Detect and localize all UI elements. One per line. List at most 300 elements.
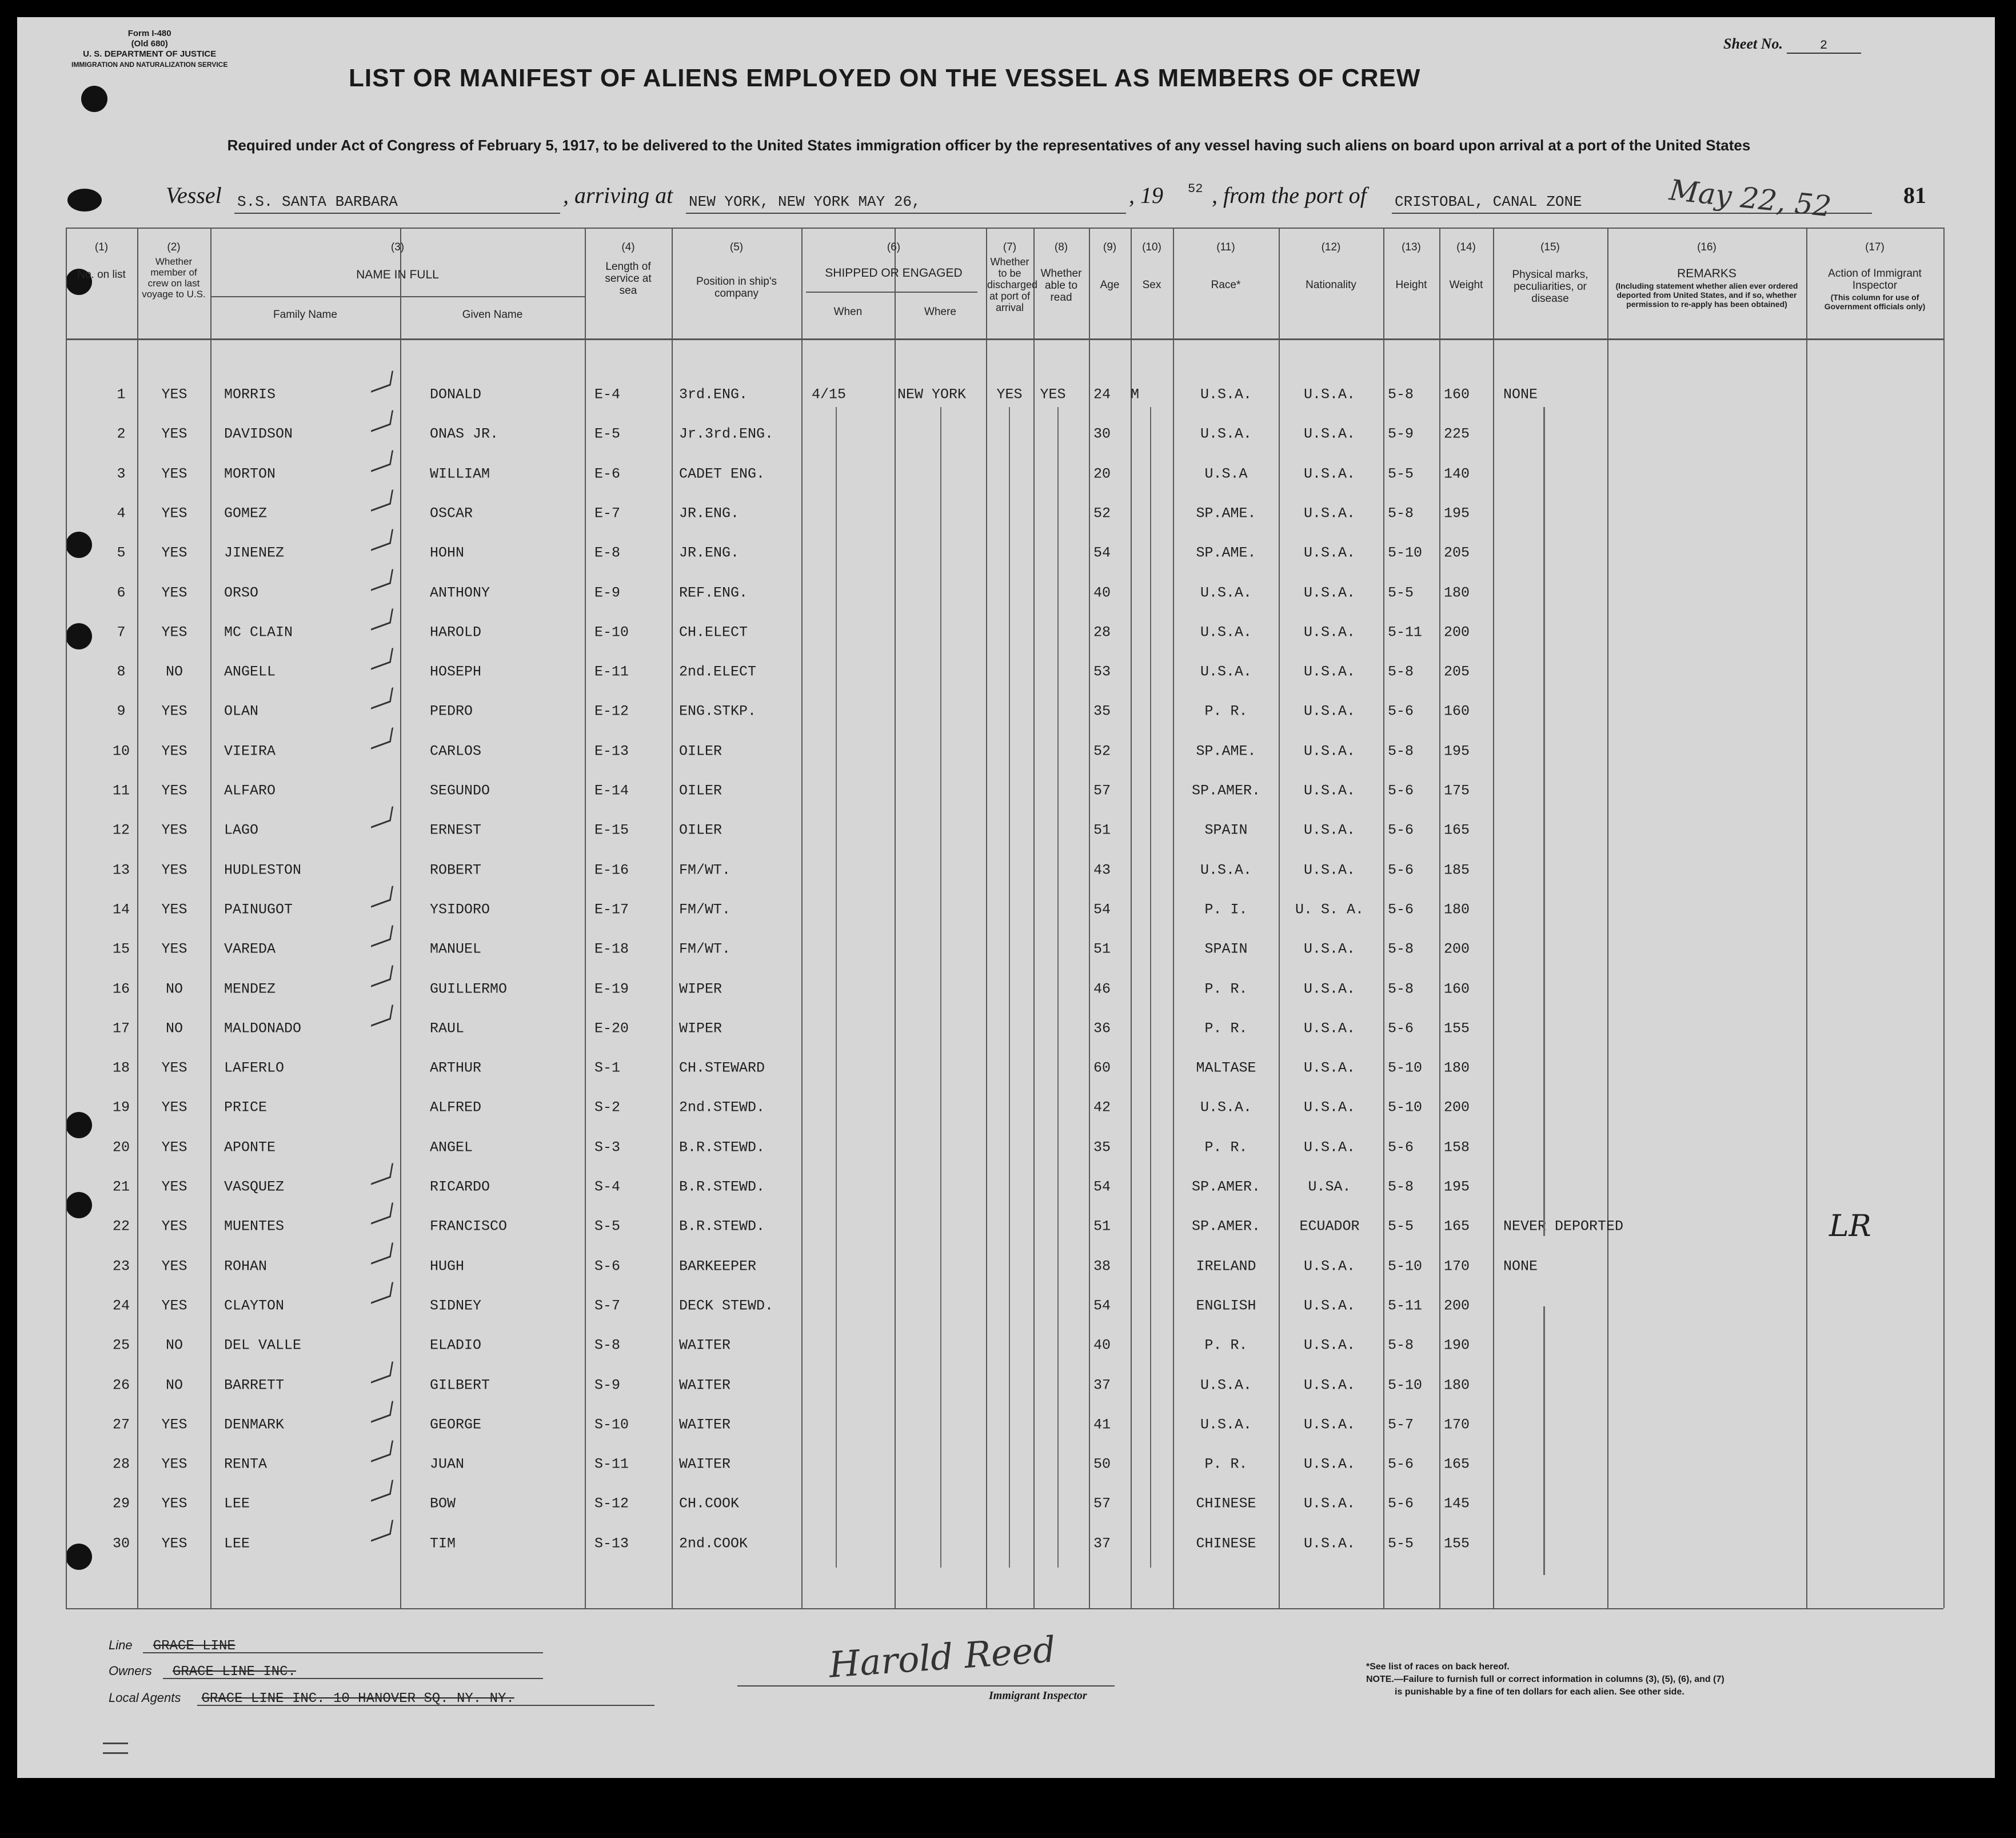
family-name: ORSO bbox=[224, 584, 259, 601]
form-number: Form I-480 bbox=[127, 29, 171, 38]
weight: 160 bbox=[1444, 386, 1470, 403]
weight: 190 bbox=[1444, 1337, 1470, 1354]
age: 24 bbox=[1093, 386, 1111, 403]
race: U.S.A. bbox=[1200, 1377, 1252, 1393]
given-name: ELADIO bbox=[430, 1337, 482, 1354]
height: 5-6 bbox=[1388, 782, 1414, 799]
nationality: ECUADOR bbox=[1299, 1218, 1360, 1235]
nationality: U.S.A. bbox=[1303, 663, 1356, 680]
nationality: U.S.A. bbox=[1303, 940, 1356, 958]
nationality: U.S.A. bbox=[1303, 584, 1356, 601]
sheet-number bbox=[1723, 35, 1861, 54]
crew-last-voyage: YES bbox=[161, 1258, 187, 1275]
weight: 185 bbox=[1444, 862, 1470, 879]
crew-last-voyage: YES bbox=[161, 425, 187, 442]
length-of-service: S-4 bbox=[594, 1178, 621, 1195]
row-number: 22 bbox=[112, 1218, 130, 1235]
height: 5-6 bbox=[1388, 1020, 1414, 1037]
race: P. R. bbox=[1204, 980, 1248, 997]
race: P. R. bbox=[1204, 703, 1248, 720]
crew-last-voyage: YES bbox=[161, 1178, 187, 1195]
crew-last-voyage: NO bbox=[165, 663, 183, 680]
age: 54 bbox=[1093, 544, 1111, 561]
vessel-name: S.S. SANTA BARBARA bbox=[237, 193, 398, 210]
family-name: MUENTES bbox=[224, 1218, 285, 1235]
row-number: 23 bbox=[112, 1258, 130, 1275]
col-9-number: (9) bbox=[1103, 241, 1117, 253]
position: CH.COOK bbox=[679, 1495, 740, 1512]
col-6-number: (6) bbox=[887, 241, 901, 253]
col-5-number: (5) bbox=[729, 241, 744, 253]
able-to-read: YES bbox=[1040, 386, 1066, 403]
from-label: , from the port of bbox=[1212, 182, 1367, 208]
age: 42 bbox=[1093, 1099, 1111, 1116]
age: 57 bbox=[1093, 1495, 1111, 1512]
age: 28 bbox=[1093, 624, 1111, 641]
height: 5-10 bbox=[1388, 544, 1423, 561]
race: U.S.A. bbox=[1200, 862, 1252, 879]
length-of-service: S-13 bbox=[594, 1535, 629, 1552]
col-16-subheader: (Including statement whether alien ever ordered deported from United States, and if so, whether permission to re-apply has been obtained) bbox=[1615, 281, 1798, 309]
position: WAITER bbox=[679, 1377, 731, 1393]
position: JR.ENG. bbox=[679, 544, 740, 561]
binder-hole bbox=[66, 623, 92, 649]
col-6b-header: Where bbox=[924, 306, 956, 318]
nationality: U.S.A. bbox=[1303, 505, 1356, 522]
length-of-service: S-3 bbox=[594, 1139, 621, 1156]
row-number: 20 bbox=[112, 1139, 130, 1156]
age: 51 bbox=[1093, 940, 1111, 958]
race: SP.AMER. bbox=[1191, 782, 1261, 799]
department: U. S. DEPARTMENT OF JUSTICE bbox=[83, 49, 217, 59]
height: 5-10 bbox=[1388, 1059, 1423, 1077]
inspector-label: Immigrant Inspector bbox=[989, 1689, 1087, 1702]
age: 57 bbox=[1093, 782, 1111, 799]
row-number: 9 bbox=[117, 703, 126, 720]
binder-hole bbox=[67, 189, 102, 212]
row-number: 6 bbox=[117, 584, 126, 601]
given-name: HOHN bbox=[430, 544, 465, 561]
weight: 180 bbox=[1444, 1059, 1470, 1077]
position: REF.ENG. bbox=[679, 584, 748, 601]
length-of-service: E-6 bbox=[594, 465, 621, 483]
family-name: APONTE bbox=[224, 1139, 276, 1156]
col-12-header: Nationality bbox=[1306, 279, 1356, 291]
position: FM/WT. bbox=[679, 862, 731, 879]
nationality: U.S.A. bbox=[1303, 862, 1356, 879]
position: 3rd.ENG. bbox=[679, 386, 748, 403]
race: U.S.A. bbox=[1200, 624, 1252, 641]
nationality: U.S.A. bbox=[1303, 1535, 1356, 1552]
length-of-service: E-9 bbox=[594, 584, 621, 601]
given-name: HOSEPH bbox=[430, 663, 482, 680]
family-name: DAVIDSON bbox=[224, 425, 293, 442]
race: IRELAND bbox=[1196, 1258, 1256, 1275]
col-14-header: Weight bbox=[1449, 279, 1483, 291]
family-name: VIEIRA bbox=[224, 743, 276, 760]
position: B.R.STEWD. bbox=[679, 1139, 765, 1156]
col-7-number: (7) bbox=[1003, 241, 1017, 253]
nationality: U. S. A. bbox=[1295, 901, 1364, 918]
family-name: MC CLAIN bbox=[224, 624, 293, 641]
family-name: LEE bbox=[224, 1495, 250, 1512]
position: WAITER bbox=[679, 1456, 731, 1473]
race: P. R. bbox=[1204, 1020, 1248, 1037]
position: WAITER bbox=[679, 1337, 731, 1354]
weight: 200 bbox=[1444, 1297, 1470, 1314]
weight: 180 bbox=[1444, 901, 1470, 918]
col-11-number: (11) bbox=[1216, 241, 1235, 253]
race: P. R. bbox=[1204, 1456, 1248, 1473]
weight: 180 bbox=[1444, 1377, 1470, 1393]
weight: 155 bbox=[1444, 1535, 1470, 1552]
given-name: FRANCISCO bbox=[430, 1218, 508, 1235]
col-6a-header: When bbox=[833, 306, 863, 318]
row-number: 17 bbox=[112, 1020, 130, 1037]
length-of-service: E-19 bbox=[594, 980, 629, 997]
position: WIPER bbox=[679, 1020, 722, 1037]
race: U.S.A bbox=[1204, 465, 1248, 483]
row-number: 11 bbox=[112, 782, 130, 799]
note-races: *See list of races on back hereof. bbox=[1366, 1662, 1510, 1672]
weight: 200 bbox=[1444, 940, 1470, 958]
crew-last-voyage: YES bbox=[161, 1297, 187, 1314]
given-name: ERNEST bbox=[430, 822, 482, 839]
position: B.R.STEWD. bbox=[679, 1218, 765, 1235]
crew-last-voyage: YES bbox=[161, 1535, 187, 1552]
given-name: ANTHONY bbox=[430, 584, 490, 601]
height: 5-8 bbox=[1388, 663, 1414, 680]
crew-last-voyage: YES bbox=[161, 1139, 187, 1156]
col-2-number: (2) bbox=[167, 241, 181, 253]
height: 5-6 bbox=[1388, 822, 1414, 839]
race: SP.AME. bbox=[1196, 544, 1256, 561]
col-16-header: REMARKS bbox=[1677, 267, 1736, 280]
age: 54 bbox=[1093, 1178, 1111, 1195]
position: CH.ELECT bbox=[679, 624, 748, 641]
binder-hole bbox=[81, 86, 107, 112]
age: 35 bbox=[1093, 703, 1111, 720]
crew-last-voyage: YES bbox=[161, 624, 187, 641]
given-name: OSCAR bbox=[430, 505, 473, 522]
col-9-header: Age bbox=[1100, 279, 1120, 291]
col-7-header: Whether to be discharged at port of arrival bbox=[987, 256, 1038, 313]
weight: 170 bbox=[1444, 1258, 1470, 1275]
year-label: , 19 bbox=[1129, 182, 1163, 208]
crew-last-voyage: YES bbox=[161, 940, 187, 958]
family-name: JINENEZ bbox=[224, 544, 285, 561]
line-label: Line bbox=[109, 1638, 133, 1652]
length-of-service: E-12 bbox=[594, 703, 629, 720]
family-name: BARRETT bbox=[224, 1377, 285, 1393]
nationality: U.S.A. bbox=[1303, 1337, 1356, 1354]
height: 5-11 bbox=[1388, 1297, 1423, 1314]
length-of-service: E-20 bbox=[594, 1020, 629, 1037]
nationality: U.S.A. bbox=[1303, 1297, 1356, 1314]
col-17-subheader: (This column for use of Government officials only) bbox=[1824, 293, 1926, 311]
shipped-where: NEW YORK bbox=[897, 386, 967, 403]
family-name: ANGELL bbox=[224, 663, 276, 680]
position: FM/WT. bbox=[679, 940, 731, 958]
age: 35 bbox=[1093, 1139, 1111, 1156]
age: 36 bbox=[1093, 1020, 1111, 1037]
weight: 170 bbox=[1444, 1416, 1470, 1433]
position: 2nd.ELECT bbox=[679, 663, 757, 680]
col-10-header: Sex bbox=[1142, 279, 1161, 291]
printer-mark bbox=[103, 1743, 128, 1754]
crew-last-voyage: NO bbox=[165, 980, 183, 997]
length-of-service: S-11 bbox=[594, 1456, 629, 1473]
given-name: SEGUNDO bbox=[430, 782, 490, 799]
race: P. R. bbox=[1204, 1337, 1248, 1354]
row-number: 25 bbox=[112, 1337, 130, 1354]
weight: 200 bbox=[1444, 1099, 1470, 1116]
crew-last-voyage: YES bbox=[161, 743, 187, 760]
height: 5-6 bbox=[1388, 703, 1414, 720]
race: CHINESE bbox=[1196, 1535, 1256, 1552]
position: OILER bbox=[679, 782, 722, 799]
col-1-header: No. on list bbox=[77, 269, 126, 281]
nationality: U.S.A. bbox=[1303, 782, 1356, 799]
race: SP.AMER. bbox=[1191, 1218, 1261, 1235]
height: 5-6 bbox=[1388, 1495, 1414, 1512]
crew-last-voyage: YES bbox=[161, 782, 187, 799]
nationality: U.S.A. bbox=[1303, 822, 1356, 839]
row-number: 13 bbox=[112, 862, 130, 879]
family-name: LAGO bbox=[224, 822, 259, 839]
crew-last-voyage: YES bbox=[161, 862, 187, 879]
row-number: 4 bbox=[117, 505, 126, 522]
agents-label: Local Agents bbox=[109, 1691, 181, 1705]
row-number: 16 bbox=[112, 980, 130, 997]
race: CHINESE bbox=[1196, 1495, 1256, 1512]
given-name: SIDNEY bbox=[430, 1297, 482, 1314]
given-name: PEDRO bbox=[430, 703, 473, 720]
col-17-number: (17) bbox=[1865, 241, 1885, 253]
length-of-service: E-8 bbox=[594, 544, 621, 561]
col-4-number: (4) bbox=[621, 241, 635, 253]
position: 2nd.STEWD. bbox=[679, 1099, 765, 1116]
position: ENG.STKP. bbox=[679, 703, 757, 720]
nationality: U.S.A. bbox=[1303, 1258, 1356, 1275]
height: 5-8 bbox=[1388, 743, 1414, 760]
given-name: RICARDO bbox=[430, 1178, 490, 1195]
col-2-header: Whether member of crew on last voyage to U.S. bbox=[142, 256, 206, 300]
race: U.S.A. bbox=[1200, 1416, 1252, 1433]
position: WIPER bbox=[679, 980, 722, 997]
weight: 205 bbox=[1444, 663, 1470, 680]
line-value: GRACE LINE bbox=[153, 1638, 235, 1654]
col-5-header: Position in ship's company bbox=[696, 276, 777, 300]
weight: 165 bbox=[1444, 1218, 1470, 1235]
nationality: U.S.A. bbox=[1303, 1495, 1356, 1512]
height: 5-8 bbox=[1388, 940, 1414, 958]
crew-last-voyage: YES bbox=[161, 1218, 187, 1235]
page-number: 81 bbox=[1903, 182, 1926, 208]
nationality: U.S.A. bbox=[1303, 743, 1356, 760]
age: 37 bbox=[1093, 1535, 1111, 1552]
col-15-number: (15) bbox=[1540, 241, 1560, 253]
binder-hole bbox=[66, 532, 92, 558]
height: 5-6 bbox=[1388, 901, 1414, 918]
row-number: 30 bbox=[112, 1535, 130, 1552]
length-of-service: E-14 bbox=[594, 782, 629, 799]
length-of-service: E-17 bbox=[594, 901, 629, 918]
row-number: 19 bbox=[112, 1099, 130, 1116]
nationality: U.S.A. bbox=[1303, 1377, 1356, 1393]
nationality: U.S.A. bbox=[1303, 425, 1356, 442]
sex: M bbox=[1131, 386, 1140, 403]
given-name: YSIDORO bbox=[430, 901, 490, 918]
age: 46 bbox=[1093, 980, 1111, 997]
binder-hole bbox=[66, 1544, 92, 1570]
length-of-service: S-5 bbox=[594, 1218, 621, 1235]
height: 5-5 bbox=[1388, 1218, 1414, 1235]
vessel-label: Vessel bbox=[166, 182, 222, 208]
family-name: PAINUGOT bbox=[224, 901, 293, 918]
position: OILER bbox=[679, 743, 722, 760]
length-of-service: E-10 bbox=[594, 624, 629, 641]
given-name: HUGH bbox=[430, 1258, 465, 1275]
given-name: GEORGE bbox=[430, 1416, 482, 1433]
race: P. I. bbox=[1204, 901, 1248, 918]
row-number: 21 bbox=[112, 1178, 130, 1195]
given-name: JUAN bbox=[430, 1456, 465, 1473]
col-8-header: Whether able to read bbox=[1040, 268, 1082, 304]
crew-last-voyage: YES bbox=[161, 703, 187, 720]
year-value: 52 bbox=[1188, 182, 1203, 196]
length-of-service: E-18 bbox=[594, 940, 629, 958]
col-13-header: Height bbox=[1395, 279, 1427, 291]
length-of-service: E-4 bbox=[594, 386, 621, 403]
height: 5-10 bbox=[1388, 1258, 1423, 1275]
age: 40 bbox=[1093, 1337, 1111, 1354]
nationality: U.S.A. bbox=[1303, 703, 1356, 720]
row-number: 3 bbox=[117, 465, 126, 483]
family-name: MORTON bbox=[224, 465, 276, 483]
height: 5-10 bbox=[1388, 1099, 1423, 1116]
arriving-at: NEW YORK, NEW YORK MAY 26, bbox=[689, 193, 921, 210]
age: 30 bbox=[1093, 425, 1111, 442]
crew-last-voyage: YES bbox=[161, 1495, 187, 1512]
race: ENGLISH bbox=[1196, 1297, 1256, 1314]
row-number: 5 bbox=[117, 544, 126, 561]
note-penalty-cont: is punishable by a fine of ten dollars for each alien. See other side. bbox=[1395, 1687, 1684, 1697]
length-of-service: S-8 bbox=[594, 1337, 621, 1354]
length-of-service: S-7 bbox=[594, 1297, 621, 1314]
length-of-service: S-9 bbox=[594, 1377, 621, 1393]
given-name: WILLIAM bbox=[430, 465, 490, 483]
given-name: ARTHUR bbox=[430, 1059, 482, 1077]
footer-line bbox=[109, 1638, 235, 1654]
height: 5-6 bbox=[1388, 1456, 1414, 1473]
height: 5-8 bbox=[1388, 1337, 1414, 1354]
height: 5-5 bbox=[1388, 584, 1414, 601]
position: BARKEEPER bbox=[679, 1258, 757, 1275]
family-name: MALDONADO bbox=[224, 1020, 302, 1037]
position: JR.ENG. bbox=[679, 505, 740, 522]
length-of-service: E-7 bbox=[594, 505, 621, 522]
age: 54 bbox=[1093, 901, 1111, 918]
given-name: ANGEL bbox=[430, 1139, 473, 1156]
race: MALTASE bbox=[1196, 1059, 1256, 1077]
weight: 158 bbox=[1444, 1139, 1470, 1156]
given-name: ONAS JR. bbox=[430, 425, 499, 442]
nationality: U.SA. bbox=[1308, 1178, 1351, 1195]
position: B.R.STEWD. bbox=[679, 1178, 765, 1195]
family-name: VASQUEZ bbox=[224, 1178, 285, 1195]
weight: 145 bbox=[1444, 1495, 1470, 1512]
crew-last-voyage: YES bbox=[161, 1456, 187, 1473]
height: 5-11 bbox=[1388, 624, 1423, 641]
nationality: U.S.A. bbox=[1303, 1139, 1356, 1156]
col-3a-header: Family Name bbox=[273, 309, 337, 321]
family-name: RENTA bbox=[224, 1456, 268, 1473]
position: 2nd.COOK bbox=[679, 1535, 748, 1552]
race: SP.AME. bbox=[1196, 505, 1256, 522]
weight: 205 bbox=[1444, 544, 1470, 561]
length-of-service: E-5 bbox=[594, 425, 621, 442]
race: SP.AME. bbox=[1196, 743, 1256, 760]
race: SPAIN bbox=[1204, 940, 1248, 958]
race: U.S.A. bbox=[1200, 1099, 1252, 1116]
col-11-header: Race* bbox=[1211, 279, 1241, 291]
nationality: U.S.A. bbox=[1303, 1099, 1356, 1116]
row-number: 18 bbox=[112, 1059, 130, 1077]
age: 51 bbox=[1093, 822, 1111, 839]
weight: 195 bbox=[1444, 1178, 1470, 1195]
age: 40 bbox=[1093, 584, 1111, 601]
given-name: GUILLERMO bbox=[430, 980, 508, 997]
nationality: U.S.A. bbox=[1303, 1059, 1356, 1077]
row-number: 2 bbox=[117, 425, 126, 442]
crew-last-voyage: YES bbox=[161, 1059, 187, 1077]
height: 5-7 bbox=[1388, 1416, 1414, 1433]
row-number: 15 bbox=[112, 940, 130, 958]
length-of-service: S-6 bbox=[594, 1258, 621, 1275]
row-number: 8 bbox=[117, 663, 126, 680]
nationality: U.S.A. bbox=[1303, 544, 1356, 561]
row-number: 27 bbox=[112, 1416, 130, 1433]
row-number: 7 bbox=[117, 624, 126, 641]
family-name: HUDLESTON bbox=[224, 862, 302, 879]
family-name: OLAN bbox=[224, 703, 259, 720]
height: 5-8 bbox=[1388, 505, 1414, 522]
crew-last-voyage: YES bbox=[161, 544, 187, 561]
arriving-label: , arriving at bbox=[563, 182, 673, 208]
sheet-no-value: 2 bbox=[1787, 38, 1861, 54]
position: Jr.3rd.ENG. bbox=[679, 425, 774, 442]
height: 5-6 bbox=[1388, 862, 1414, 879]
family-name: GOMEZ bbox=[224, 505, 268, 522]
given-name: CARLOS bbox=[430, 743, 482, 760]
row-number: 28 bbox=[112, 1456, 130, 1473]
position: DECK STEWD. bbox=[679, 1297, 774, 1314]
col-6-header: SHIPPED OR ENGAGED bbox=[825, 266, 963, 280]
age: 38 bbox=[1093, 1258, 1111, 1275]
age: 52 bbox=[1093, 505, 1111, 522]
row-number: 14 bbox=[112, 901, 130, 918]
weight: 165 bbox=[1444, 1456, 1470, 1473]
race: SPAIN bbox=[1204, 822, 1248, 839]
crew-last-voyage: YES bbox=[161, 505, 187, 522]
weight: 160 bbox=[1444, 980, 1470, 997]
family-name: CLAYTON bbox=[224, 1297, 285, 1314]
position: OILER bbox=[679, 822, 722, 839]
col-14-number: (14) bbox=[1456, 241, 1476, 253]
given-name: HAROLD bbox=[430, 624, 482, 641]
length-of-service: E-13 bbox=[594, 743, 629, 760]
